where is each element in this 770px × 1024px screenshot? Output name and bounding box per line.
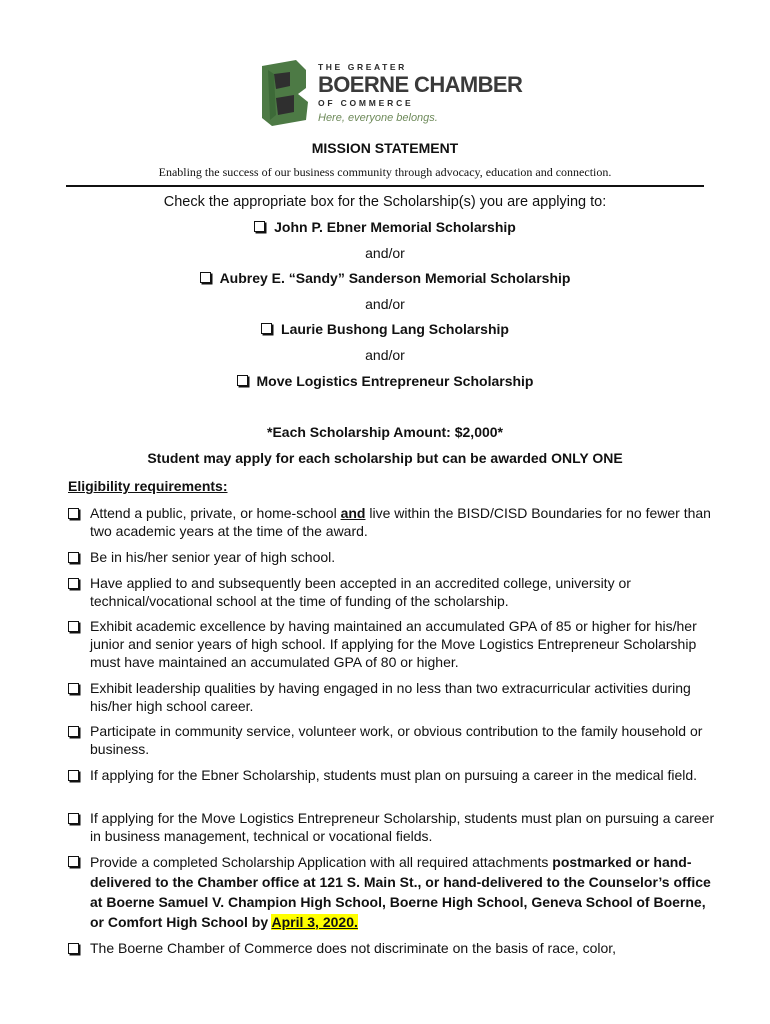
item-text: Provide a completed Scholarship Application with all required attachments [90,854,553,870]
selection-prompt: Check the appropriate box for the Scholarship(s) you are applying to: [163,194,607,210]
scholarship-amount: *Each Scholarship Amount: $2,000* [267,424,503,440]
bullet-box [68,508,79,519]
scholarship-option-move[interactable] [0,373,770,389]
bullet-box [68,578,79,589]
and-or-3: and/or [365,347,405,363]
item-emphasis: and [340,505,366,521]
item-text: The Boerne Chamber of Commerce does not discriminate on the basis of race, color, [90,940,617,956]
item-text: Exhibit leadership qualities by having engaged in no less than two extracurricular activities during his/her high school career. [90,680,691,714]
bullet-box [68,683,79,694]
item-text: Exhibit academic excellence by having maintained an accumulated GPA of 85 or higher for his/her junior and senior years of high school. If applying for the Move Logistics Entrepreneur Scholarship must have maintained an accumulated GPA of 80 or higher. [90,618,697,670]
chamber-logo-mark-icon [260,60,310,126]
bullet-box [68,726,79,737]
logo-tagline: Here, everyone belongs. [318,112,438,124]
item-text: Have applied to and subsequently been accepted in an accredited college, university or technical/vocational school at the time of funding of the scholarship. [90,575,631,609]
scholarship-option-lang[interactable] [0,321,770,337]
deadline-highlight: April 3, 2020. [271,914,358,930]
eligibility-item [68,574,718,610]
item-text: Participate in community service, volunteer work, or obvious contribution to the family household or business. [90,723,703,757]
chamber-logo [260,58,523,128]
scholarship-label-sanderson: Aubrey E. “Sandy” Sanderson Memorial Scholarship [219,270,571,286]
eligibility-item [68,722,718,758]
item-text: live within the BISD/CISD Boundaries for no fewer than two academic years at the time of the award. [90,505,711,539]
eligibility-item [68,809,718,845]
scholarship-label-lang: Laurie Bushong Lang Scholarship [281,321,509,337]
checkbox-move[interactable] [237,375,248,386]
bullet-box [68,943,79,954]
item-text: If applying for the Move Logistics Entrepreneur Scholarship, students must plan on pursuing a career in business management, technical or vocational fields. [90,810,715,844]
bullet-box [68,856,79,867]
award-rule: Student may apply for each scholarship but can be awarded ONLY ONE [147,450,623,466]
bullet-box [68,770,79,781]
bullet-box [68,621,79,632]
and-or-2: and/or [365,296,405,312]
eligibility-item [68,679,718,715]
bullet-box [68,813,79,824]
eligibility-item [68,548,718,566]
checkbox-sanderson[interactable] [200,272,211,283]
eligibility-item [68,617,718,671]
header-divider [66,185,704,187]
mission-title: MISSION STATEMENT [311,140,459,156]
item-text: Attend a public, private, or home-school [90,505,341,521]
scholarship-label-ebner: John P. Ebner Memorial Scholarship [274,219,516,235]
eligibility-item [68,939,718,957]
checkbox-lang[interactable] [261,323,272,334]
scholarship-option-ebner[interactable] [0,219,770,235]
mission-text: Enabling the success of our business community through advocacy, education and connection. [158,165,612,179]
logo-line-1: THE GREATER [318,62,407,72]
eligibility-item [68,766,718,784]
logo-line-2: BOERNE CHAMBER [318,72,523,97]
checkbox-ebner[interactable] [254,221,265,232]
item-text: Be in his/her senior year of high school. [90,549,336,565]
eligibility-title: Eligibility requirements: [68,478,228,494]
and-or-1: and/or [365,245,405,261]
scholarship-label-move: Move Logistics Entrepreneur Scholarship [256,373,534,389]
scholarship-option-sanderson[interactable] [0,270,770,286]
eligibility-item [68,852,718,932]
item-bold-text: postmarked or hand-delivered to the Chamber office at 121 S. Main St., or hand-delivered to the Counselor’s office at Boerne Samuel V. Champion High School, Boerne High School, Geneva School of Boerne, or Comfort High School by [90,854,711,930]
logo-line-3: OF COMMERCE [318,98,414,108]
item-text: If applying for the Ebner Scholarship, students must plan on pursuing a career in the medical field. [90,767,698,783]
bullet-box [68,552,79,563]
eligibility-item [68,504,718,540]
